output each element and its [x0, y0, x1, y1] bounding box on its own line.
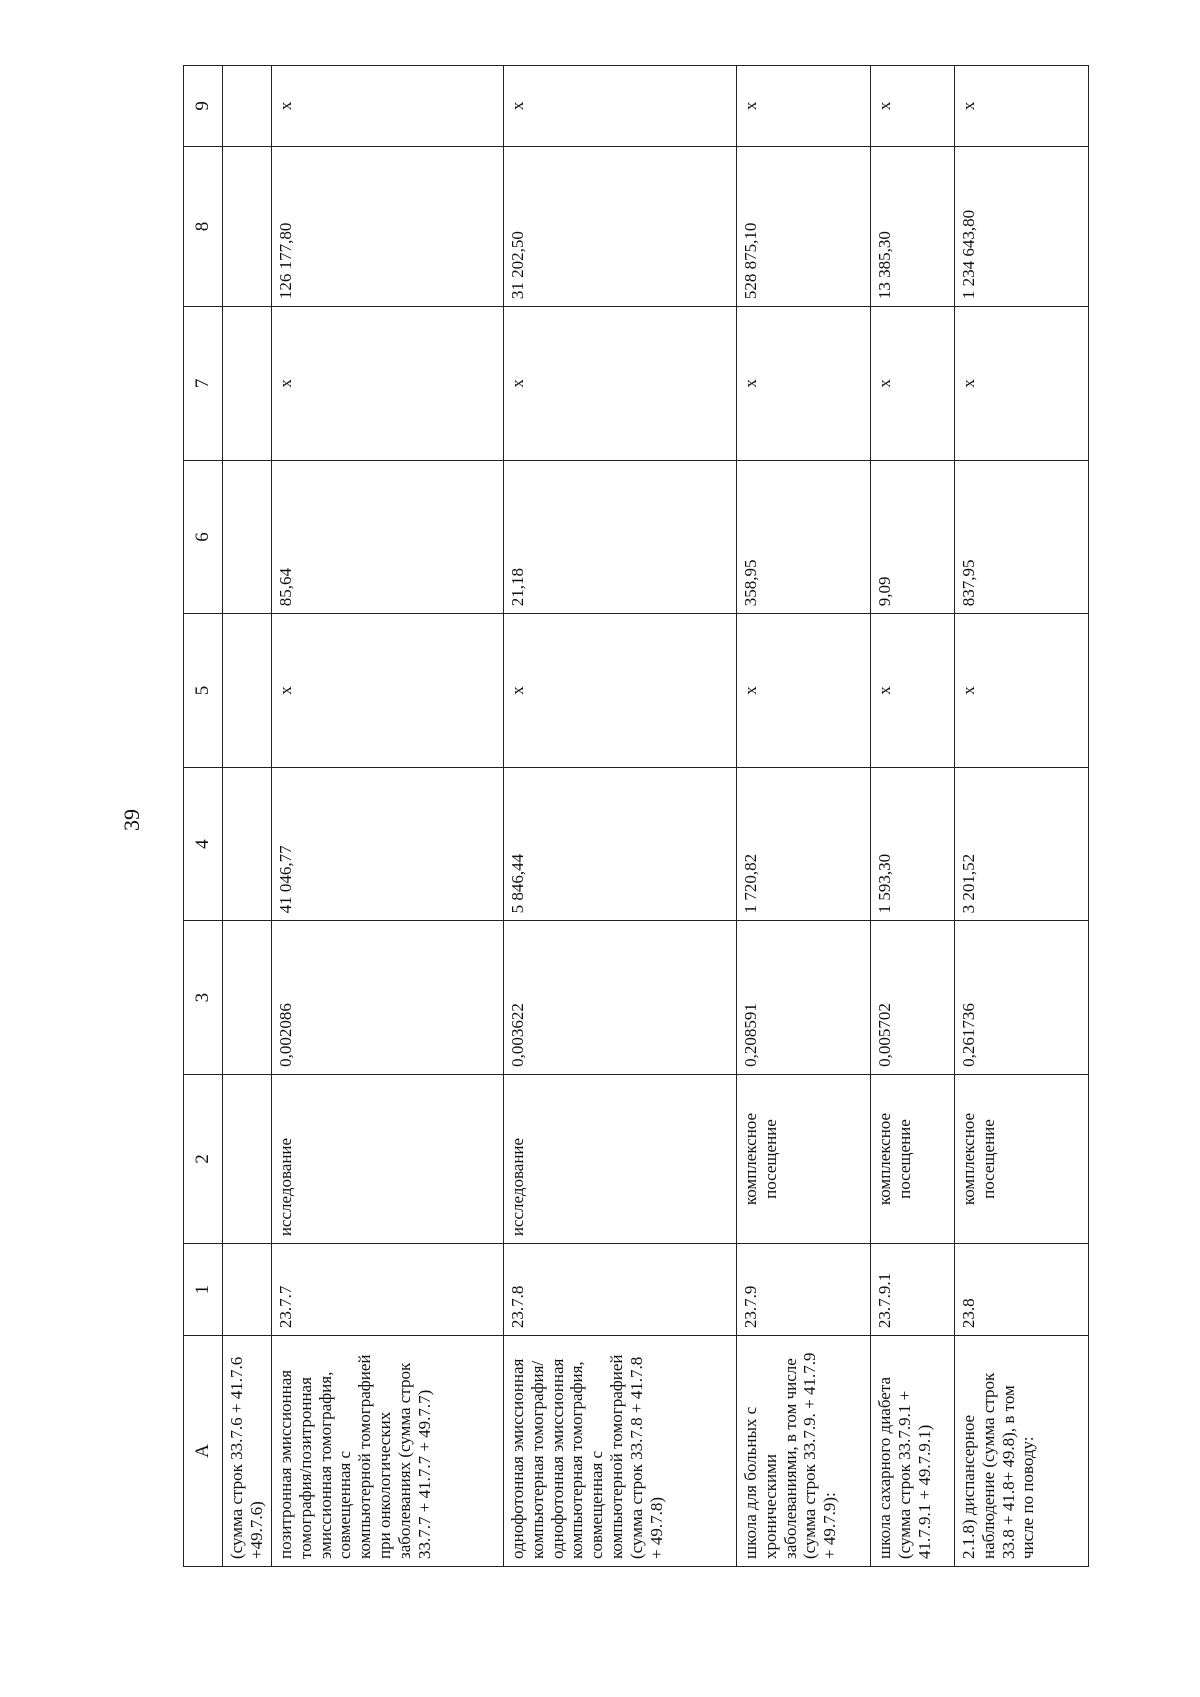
row-value-3: 0,005702	[870, 921, 954, 1075]
row-value-5: x	[954, 614, 1088, 768]
row-value-9: x	[954, 66, 1088, 147]
column-header: 8	[184, 146, 223, 306]
row-unit: комплексное посещение	[736, 1074, 870, 1243]
row-description: (сумма строк 33.7.6 + 41.7.6 +49.7.6)	[223, 1336, 272, 1567]
row-value-6: 837,95	[954, 460, 1088, 614]
rotated-table-container	[183, 65, 1083, 1567]
row-value-6: 358,95	[736, 460, 870, 614]
row-value-5: x	[271, 614, 503, 768]
row-value-6	[223, 460, 272, 614]
row-value-8: 126 177,80	[271, 146, 503, 306]
column-header: 5	[184, 614, 223, 768]
row-value-5	[223, 614, 272, 768]
row-value-9: x	[736, 66, 870, 147]
table-row	[271, 66, 503, 1567]
row-value-8: 528 875,10	[736, 146, 870, 306]
page-number: 39	[119, 809, 144, 831]
row-code	[223, 1244, 272, 1336]
row-value-4: 1 593,30	[870, 767, 954, 921]
table-header-row	[184, 66, 223, 1567]
table-row	[736, 66, 870, 1567]
row-description: позитронная эмиссионная томография/позитронная эмиссионная томография, совмещенная с компьютерной томографией при онкологических заболеваниях (сумма строк 33.7.7 + 41.7.7 + 49.7.7)	[271, 1336, 503, 1567]
row-value-7: x	[954, 307, 1088, 461]
row-value-3	[223, 921, 272, 1075]
row-unit: исследование	[503, 1074, 736, 1243]
row-value-9: x	[503, 66, 736, 147]
row-value-8: 1 234 643,80	[954, 146, 1088, 306]
table-row	[223, 66, 272, 1567]
row-value-9: x	[271, 66, 503, 147]
row-description: 2.1.8) диспансерное наблюдение (сумма строк 33.8 + 41.8+ 49.8), в том числе по поводу:	[954, 1336, 1088, 1567]
column-header: 7	[184, 307, 223, 461]
column-header: 1	[184, 1244, 223, 1336]
row-value-8: 31 202,50	[503, 146, 736, 306]
table-row	[870, 66, 954, 1567]
row-unit	[223, 1074, 272, 1243]
row-value-4: 3 201,52	[954, 767, 1088, 921]
row-value-3: 0,261736	[954, 921, 1088, 1075]
row-value-3: 0,002086	[271, 921, 503, 1075]
row-value-7: x	[870, 307, 954, 461]
row-code: 23.8	[954, 1244, 1088, 1336]
column-header: A	[184, 1336, 223, 1567]
column-header: 2	[184, 1074, 223, 1243]
row-value-9: x	[870, 66, 954, 147]
row-code: 23.7.7	[271, 1244, 503, 1336]
row-value-4: 5 846,44	[503, 767, 736, 921]
report-table	[183, 65, 1089, 1567]
row-value-6: 9,09	[870, 460, 954, 614]
row-value-6: 21,18	[503, 460, 736, 614]
row-value-7: x	[503, 307, 736, 461]
row-unit: комплексное посещение	[954, 1074, 1088, 1243]
row-value-8: 13 385,30	[870, 146, 954, 306]
row-value-5: x	[503, 614, 736, 768]
row-value-3: 0,003622	[503, 921, 736, 1075]
row-value-4	[223, 767, 272, 921]
row-unit: комплексное посещение	[870, 1074, 954, 1243]
row-value-5: x	[736, 614, 870, 768]
row-value-7: x	[736, 307, 870, 461]
row-code: 23.7.8	[503, 1244, 736, 1336]
row-description: школа сахарного диабета (сумма строк 33.7.9.1 + 41.7.9.1 + 49.7.9.1)	[870, 1336, 954, 1567]
row-description: однофотонная эмиссионная компьютерная томография/однофотонная эмиссионная компьютерная томография, совмещенная с компьютерной томографией (сумма строк 33.7.8 + 41.7.8 + 49.7.8)	[503, 1336, 736, 1567]
row-value-9	[223, 66, 272, 147]
row-value-7	[223, 307, 272, 461]
row-value-8	[223, 146, 272, 306]
row-value-4: 41 046,77	[271, 767, 503, 921]
row-value-4: 1 720,82	[736, 767, 870, 921]
column-header: 3	[184, 921, 223, 1075]
column-header: 4	[184, 767, 223, 921]
row-code: 23.7.9	[736, 1244, 870, 1336]
row-code: 23.7.9.1	[870, 1244, 954, 1336]
column-header: 9	[184, 66, 223, 147]
table-row	[954, 66, 1088, 1567]
column-header: 6	[184, 460, 223, 614]
row-value-3: 0,208591	[736, 921, 870, 1075]
row-value-7: x	[271, 307, 503, 461]
row-value-5: x	[870, 614, 954, 768]
row-unit: исследование	[271, 1074, 503, 1243]
row-value-6: 85,64	[271, 460, 503, 614]
table-row	[503, 66, 736, 1567]
row-description: школа для больных с хроническими заболеваниями, в том числе (сумма строк 33.7.9. + 41.7.9 + 49.7.9):	[736, 1336, 870, 1567]
